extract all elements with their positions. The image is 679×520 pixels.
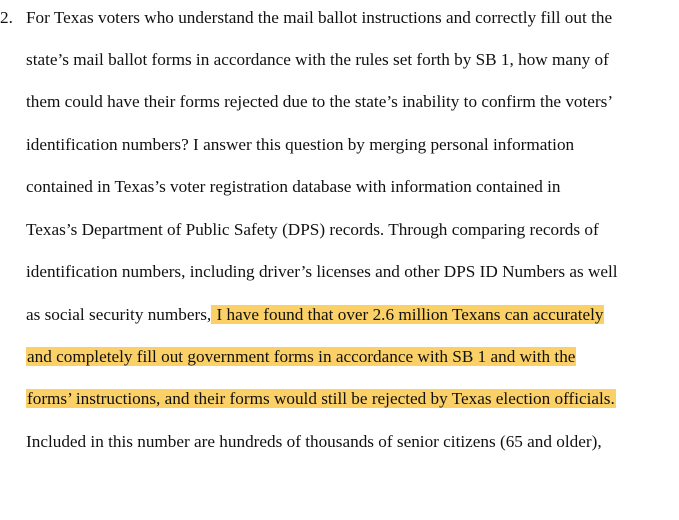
paragraph-line-5: contained in Texas’s voter registration database with information contained in xyxy=(26,177,561,196)
paragraph-line-6: Texas’s Department of Public Safety (DPS) records. Through comparing records of xyxy=(26,220,599,239)
highlighted-text: and completely fill out government forms in accordance with SB 1 and with the xyxy=(27,347,576,366)
paragraph-line-10 xyxy=(26,388,616,410)
paragraph-number: 2. xyxy=(0,8,13,27)
paragraph-line-7: identification numbers, including driver’s licenses and other DPS ID Numbers as well xyxy=(26,262,618,281)
line-8-plain-text: as social security numbers, xyxy=(26,305,212,324)
paragraph-line-4: identification numbers? I answer this question by merging personal information xyxy=(26,135,575,154)
paragraph-line-11: Included in this number are hundreds of thousands of senior citizens (65 and older), xyxy=(26,432,602,451)
highlighted-text: forms’ instructions, and their forms would still be rejected by Texas election officials. xyxy=(27,389,615,408)
paragraph-line-9 xyxy=(26,346,576,368)
paragraph-line-1: For Texas voters who understand the mail ballot instructions and correctly fill out the xyxy=(26,8,613,27)
highlighted-text: I have found that over 2.6 million Texans can accurately xyxy=(212,305,604,324)
paragraph-line-2: state’s mail ballot forms in accordance with the rules set forth by SB 1, how many of xyxy=(26,50,609,69)
paragraph-line-8 xyxy=(26,304,604,326)
paragraph-line-3: them could have their forms rejected due to the state’s inability to confirm the voters’ xyxy=(26,92,614,111)
